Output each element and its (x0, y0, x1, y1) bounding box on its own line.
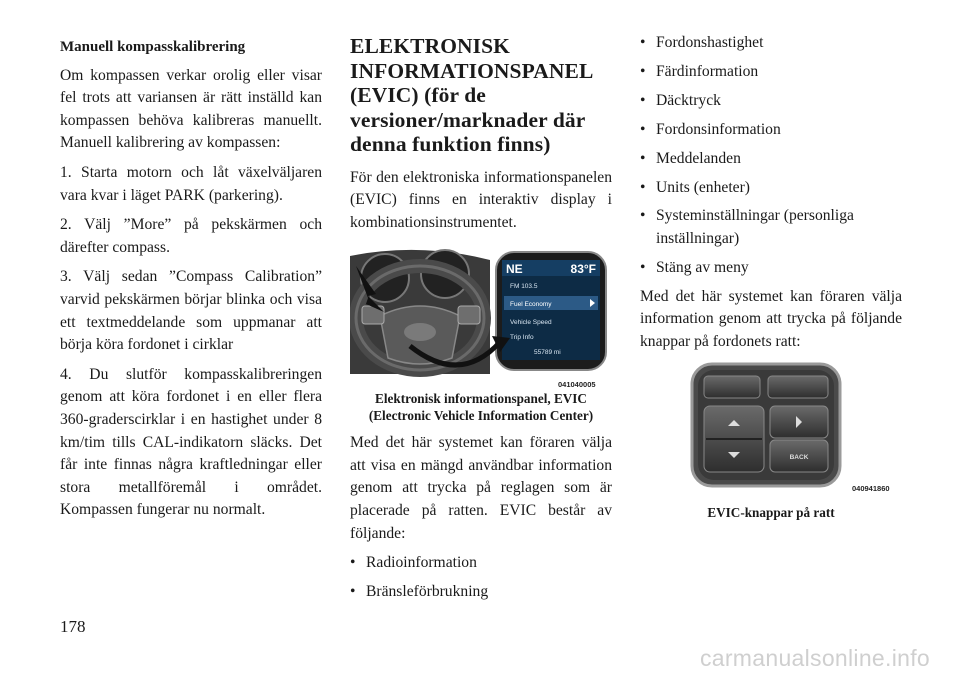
evic-figure (350, 246, 612, 390)
list-item: • Färdinformation (640, 61, 902, 83)
list-item: • Däcktryck (640, 90, 902, 112)
list-item: • Fordonsinformation (640, 119, 902, 141)
figure-code: 040941860 (852, 484, 890, 494)
evic-feature-list-continued (640, 32, 902, 279)
column-right (640, 32, 902, 529)
list-item: • Radioinformation (350, 552, 612, 574)
page-number: 178 (60, 617, 86, 636)
evic-intro: För den elektroniska informationspanelen (EVIC) finns en interaktiv display i kombinationsinstrumentet. (350, 168, 612, 231)
list-item: • Units (enheter) (640, 177, 902, 199)
steering-wheel-buttons-illustration (688, 360, 844, 490)
evic-buttons-caption: EVIC-knappar på ratt (707, 505, 835, 521)
evic-buttons-figure (688, 360, 902, 500)
display-menu-item: Trip Info (510, 334, 534, 342)
compass-step-3: 3. Välj sedan ”Compass Calibration” varvid pekskärmen börjar blinka och visa ett textmeddelande som uppmanar att börja köra fordonet i cirklar (60, 268, 322, 354)
display-menu-item: Vehicle Speed (510, 319, 552, 327)
display-menu-item: FM 103.5 (510, 283, 538, 291)
evic-body: Med det här systemet kan föraren välja att visa en mängd användbar information genom att trycka på reglagen som är placerade på ratten. EVIC består av följande: (350, 434, 612, 542)
column-left (60, 32, 322, 529)
compass-intro: Om kompassen verkar orolig eller visar fel trots att variansen är rätt inställd kan kompassen behöva kalibreras manuellt. Manuell kalibrering av kompassen: (60, 66, 322, 152)
compass-step-1: 1. Starta motorn och låt växelväljaren vara kvar i läget PARK (parkering). (60, 163, 322, 204)
section-heading-evic: ELEKTRONISK INFORMATIONSPANEL (EVIC) (för de versioner/marknader där denna funktion finns) (350, 34, 593, 156)
display-odometer: 55789 mi (534, 349, 561, 357)
evic-figure-caption: Elektronisk informationspanel, EVIC (Electronic Vehicle Information Center) (368, 391, 594, 424)
compass-step-4: 4. Du slutför kompasskalibreringen genom att köra fordonet i en eller flera 360-graderscirklar i en hastighet under 8 km/tim tills CAL-indikatorn släcks. Det får inte finnas några kraftledningar eller stora metallföremål i området. Kompassen fungerar nu normalt. (60, 365, 322, 519)
list-item: • Systeminställningar (personliga inställningar) (640, 205, 902, 250)
column-middle (350, 32, 612, 610)
list-item: • Stäng av meny (640, 257, 902, 279)
list-item: • Fordonshastighet (640, 32, 902, 54)
display-heading-temp: 83°F (570, 262, 596, 277)
display-menu-item: Fuel Economy (510, 301, 552, 309)
evic-buttons-body: Med det här systemet kan föraren välja information genom att trycka på följande knappar på fordonets ratt: (640, 287, 902, 350)
display-heading-direction: NE (506, 262, 523, 277)
evic-feature-list (350, 552, 612, 603)
figure-code: 041040005 (558, 380, 596, 390)
list-item: • Meddelanden (640, 148, 902, 170)
back-button-label: BACK (789, 454, 809, 462)
compass-step-2: 2. Välj ”More” på pekskärmen och därefter compass. (60, 216, 322, 256)
list-item: • Bränsleförbrukning (350, 581, 612, 603)
section-heading-compass: Manuell kompasskalibrering (60, 39, 246, 55)
watermark: carmanualsonline.info (699, 645, 930, 671)
steering-wheel-display-illustration (350, 246, 612, 386)
